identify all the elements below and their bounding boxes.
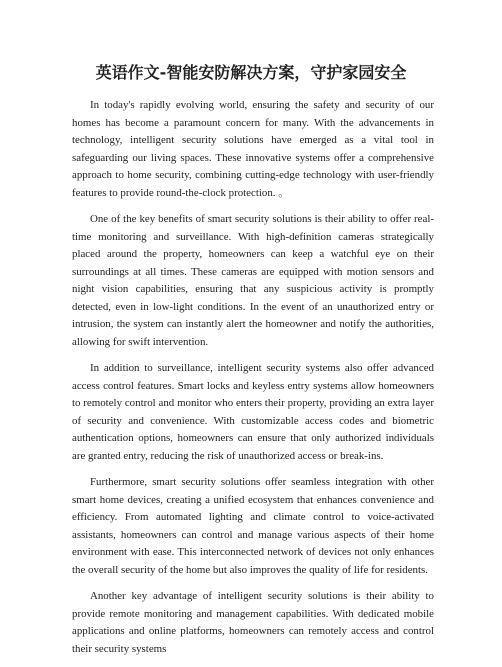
document-body [72, 97, 434, 667]
paragraph-5: Another key advantage of intelligent security solutions is their ability to provide remote monitoring and management capabilities. With dedicated mobile applications and online platforms, homeowners can remotely access and control their security systems [72, 590, 434, 655]
paragraph-4: Furthermore, smart security solutions offer seamless integration with other smart home devices, creating a unified ecosystem that enhances convenience and efficiency. From automated lighting and climate control to voice-activated assistants, homeowners can control and manage various aspects of their home environment with ease. This interconnected network of devices not only enhances the overall security of the home but also improves the quality of life for residents. [72, 476, 434, 576]
paragraph-3: In addition to surveillance, intelligent security systems also offer advanced access control features. Smart locks and keyless entry systems allow homeowners to remotely control and monitor who enters their property, providing an extra layer of security and convenience. With customizable access codes and biometric authentication options, homeowners can ensure that only authorized individuals are granted entry, reducing the risk of unauthorized access or break-ins. [72, 362, 434, 462]
document-title: 英语作文-智能安防解决方案，守护家园安全 [95, 63, 407, 82]
paragraph-1: In today's rapidly evolving world, ensuring the safety and security of our homes has become a paramount concern for many. With the advancements in technology, intelligent security solutions have emerged as a vital tool in safeguarding our living spaces. These innovative systems offer a comprehensive approach to home security, combining cutting-edge technology with user-friendly features to provide round-the-clock protection. 。 [72, 99, 434, 199]
paragraph-2: One of the key benefits of smart security solutions is their ability to offer real-time monitoring and surveillance. With high-definition cameras strategically placed around the property, homeowners can keep a watchful eye on their surroundings at all times. These cameras are equipped with motion sensors and night vision capabilities, ensuring that any suspicious activity is promptly detected, even in low-light conditions. In the event of an unauthorized entry or intrusion, the system can instantly alert the homeowner and notify the authorities, allowing for swift intervention. [72, 213, 434, 348]
